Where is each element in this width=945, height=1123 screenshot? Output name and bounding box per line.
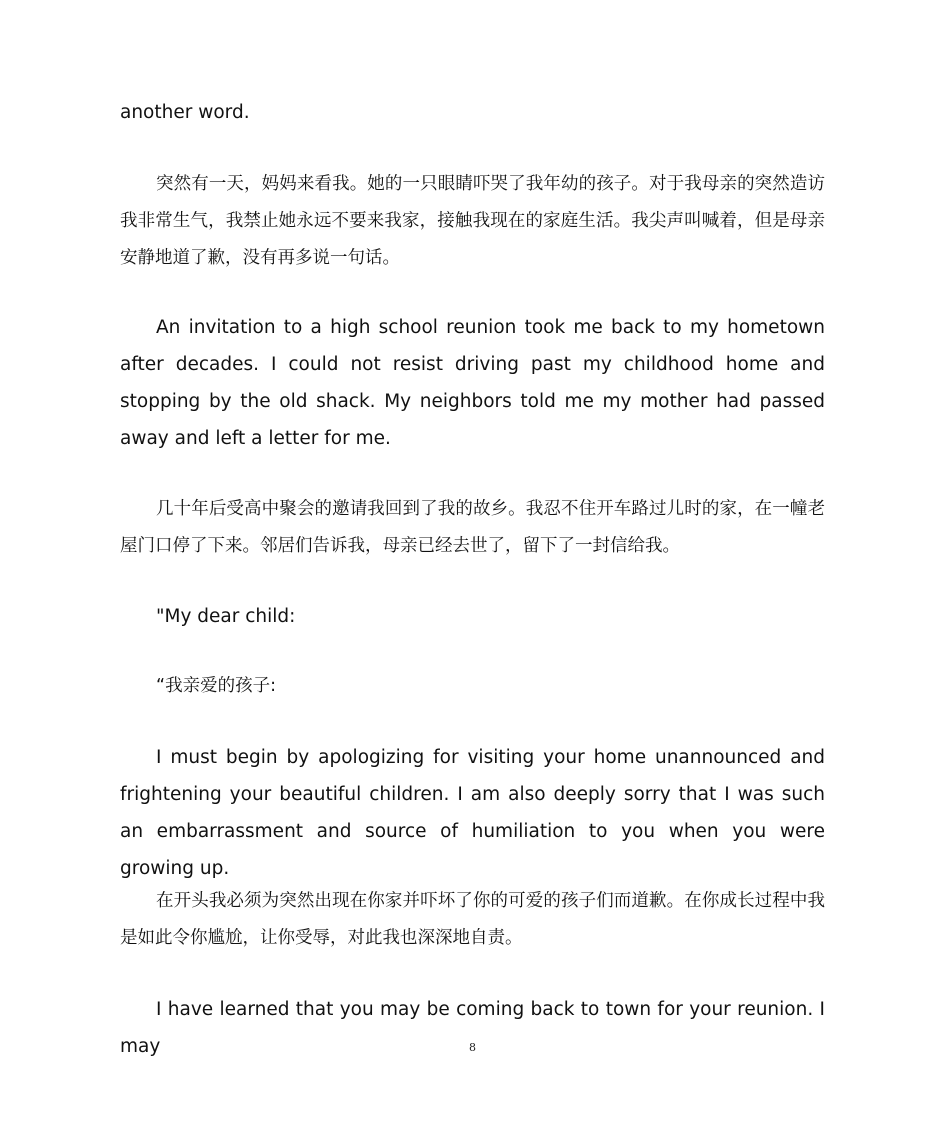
paragraph-english-1: another word. <box>120 102 250 123</box>
paragraph-chinese-2: 几十年后受高中聚会的邀请我回到了我的故乡。我忍不住开车路过儿时的家，在一幢老屋门口停了下来。邻居们告诉我，母亲已经去世了，留下了一封信给我。 <box>120 499 825 556</box>
paragraph-chinese-3: 在开头我必须为突然出现在你家并吓坏了你的可爱的孩子们而道歉。在你成长过程中我是如此令你尴尬，让你受辱，对此我也深深地自责。 <box>120 891 825 948</box>
letter-salutation-chinese: “我亲爱的孩子: <box>156 676 276 696</box>
paragraph-english-2: An invitation to a high school reunion took me back to my hometown after decades. I could not resist driving past my childhood home and stopping by the old shack. My neighbors told me my mother had passed away and left a letter for me. <box>120 317 825 449</box>
page-number: 8 <box>469 1041 476 1054</box>
paragraph-english-3: I must begin by apologizing for visiting your home unannounced and frightening your beautiful children. I am also deeply sorry that I was such an embarrassment and source of humiliation to you when you were growing up. <box>120 747 825 879</box>
paragraph-chinese-1: 突然有一天，妈妈来看我。她的一只眼睛吓哭了我年幼的孩子。对于我母亲的突然造访我非常生气，我禁止她永远不要来我家，接触我现在的家庭生活。我尖声叫喊着，但是母亲安静地道了歉，没有再多说一句话。 <box>120 174 825 268</box>
letter-salutation-english: "My dear child: <box>156 606 296 627</box>
paragraph-english-4: I have learned that you may be coming back to town for your reunion. I may <box>120 999 825 1057</box>
